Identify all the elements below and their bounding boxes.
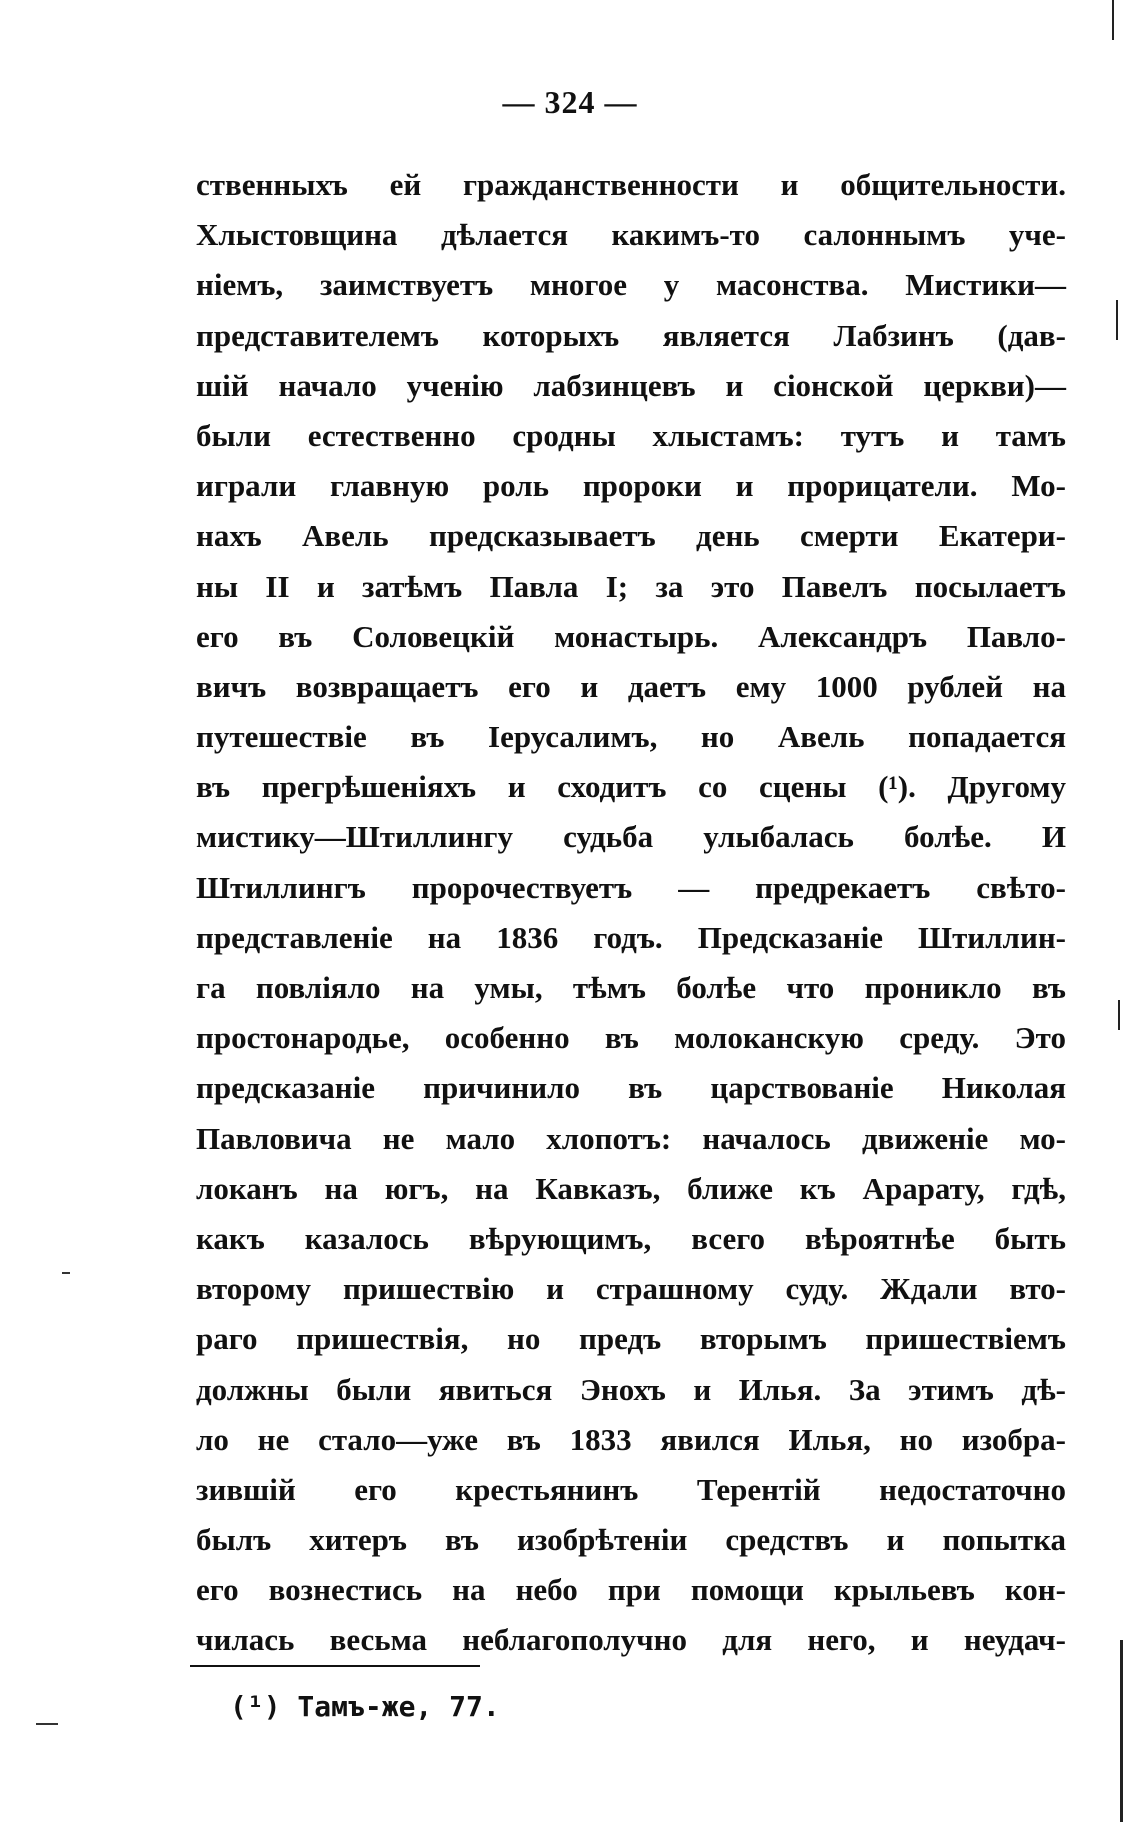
scan-edge-line [1116, 300, 1118, 340]
text-line: чилась весьма неблагополучно для него, и неудач- [196, 1622, 1066, 1658]
footnote-divider [190, 1665, 480, 1667]
text-line: ло не стало—уже въ 1833 явился Илья, но изобра- [196, 1421, 1066, 1457]
text-line: представителемъ которыхъ является Лабзинъ (дав- [196, 317, 1066, 353]
text-line: нахъ Авель предсказываетъ день смерти Екатери- [196, 518, 1066, 554]
text-line: второму пришествію и страшному суду. Ждали вто- [196, 1271, 1066, 1307]
text-line: га повліяло на умы, тѣмъ болѣе что проникло въ [196, 970, 1066, 1005]
text-line: вичъ возвращаетъ его и даетъ ему 1000 рублей на [196, 668, 1066, 704]
text-line: Хлыстовщина дѣлается какимъ-то салоннымъ уче- [196, 217, 1066, 253]
text-line: Штиллингъ пророчествуетъ — предрекаетъ свѣто- [196, 869, 1066, 905]
scan-edge-line [1118, 1000, 1120, 1030]
footnote: (¹) Тамъ-же, 77. [230, 1690, 500, 1723]
text-line: Павловича не мало хлопотъ: началось движеніе мо- [196, 1120, 1066, 1156]
text-line: ніемъ, заимствуетъ многое у масонства. Мистики— [196, 267, 1066, 303]
text-line: мистику—Штиллингу судьба улыбалась болѣе. И [196, 819, 1066, 855]
text-line: играли главную роль пророки и прорицатели. Мо- [196, 468, 1066, 504]
text-line: ны II и затѣмъ Павла I; за это Павелъ посылаетъ [196, 568, 1066, 604]
text-line: ственныхъ ей гражданственности и общительности. [196, 167, 1066, 202]
text-line: зившій его крестьянинъ Терентій недостаточно [196, 1471, 1066, 1507]
text-line: его въ Соловецкій монастырь. Александръ Павло- [196, 618, 1066, 654]
scan-dash-mark [62, 1272, 70, 1274]
text-line: предсказаніе причинило въ царствованіе Николая [196, 1070, 1066, 1106]
scan-edge-line [1120, 1640, 1123, 1822]
page-number: — 324 — [502, 84, 638, 120]
text-line: былъ хитеръ въ изобрѣтеніи средствъ и попытка [196, 1522, 1066, 1558]
text-line: путешествіе въ Іерусалимъ, но Авель попадается [196, 719, 1066, 755]
scan-dash-mark [36, 1723, 58, 1725]
text-line: должны были явиться Энохъ и Илья. За этимъ дѣ- [196, 1371, 1066, 1407]
text-line: какъ казалось вѣрующимъ, всего вѣроятнѣе быть [196, 1220, 1066, 1256]
text-line: въ прегрѣшеніяхъ и сходитъ со сцены (¹). Другому [196, 769, 1066, 805]
text-line: шій начало ученію лабзинцевъ и сіонской церкви)— [196, 367, 1066, 403]
text-line: были естественно сродны хлыстамъ: тутъ и тамъ [196, 417, 1066, 453]
text-line: простонародье, особенно въ молоканскую среду. Это [196, 1020, 1066, 1056]
text-line: раго пришествія, но предъ вторымъ пришествіемъ [196, 1321, 1066, 1357]
text-line: представленіе на 1836 годъ. Предсказаніе Штиллин- [196, 919, 1066, 955]
text-line: локанъ на югъ, на Кавказъ, ближе къ Арарату, гдѣ, [196, 1170, 1066, 1206]
text-line: его вознестись на небо при помощи крыльевъ кон- [196, 1572, 1066, 1608]
body-text [196, 160, 1066, 1666]
scan-edge-line [1112, 0, 1114, 40]
